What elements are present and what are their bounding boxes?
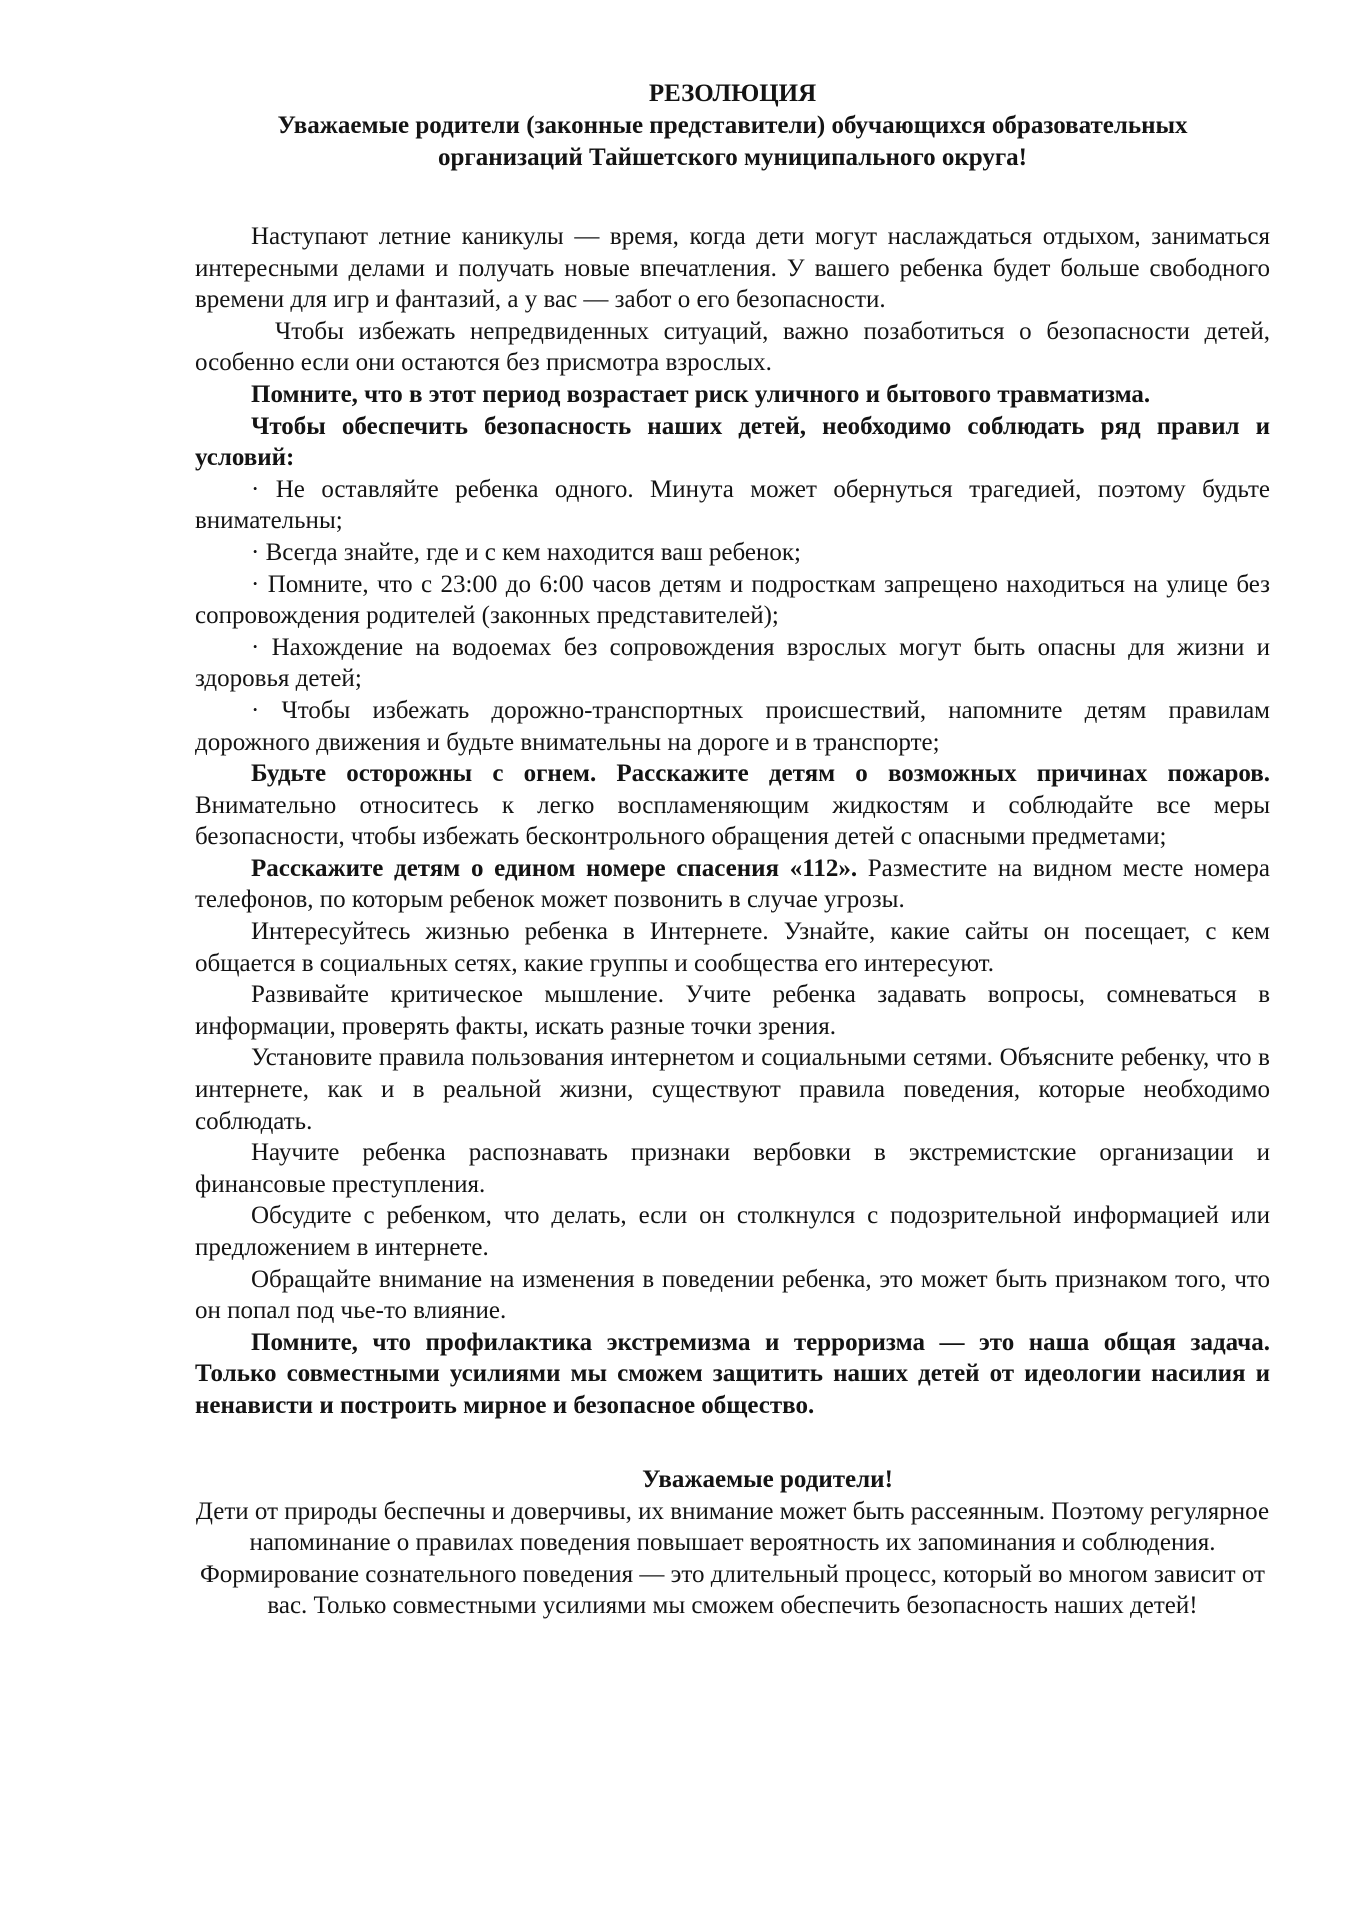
paragraph-behavior-change: Обращайте внимание на изменения в поведении ребенка, это может быть признаком того, что он попал под чье-то влияние. — [195, 1265, 1270, 1325]
document-subtitle-line1: Уважаемые родители (законные представители) обучающихся образовательных — [277, 112, 1188, 139]
closing-paragraph-2: Формирование сознательного поведения — это длительный процесс, который во многом зависит от вас. Только совместными усилиями мы сможем обеспечить безопасность наших детей! — [200, 1560, 1265, 1620]
list-item-not-alone: · Не оставляйте ребенка одного. Минута может обернуться трагедией, поэтому будьте внимательны; — [195, 475, 1270, 535]
closing-title: Уважаемые родители! — [642, 1465, 893, 1493]
paragraph-rescue-number — [195, 853, 1270, 916]
paragraph-critical-thinking: Развивайте критическое мышление. Учите ребенка задавать вопросы, сомневаться в информации, проверять факты, искать разные точки зрения. — [195, 981, 1270, 1040]
paragraph-avoid-situations: Чтобы избежать непредвиденных ситуаций, важно позаботиться о безопасности детей, особенно если они остаются без присмотра взрослых. — [195, 317, 1270, 377]
list-item-water: · Нахождение на водоемах без сопровождения взрослых могут быть опасны для жизни и здоровья детей; — [195, 633, 1270, 693]
paragraph-internet-rules: Установите правила пользования интернетом и социальными сетями. Объясните ребенку, что в интернете, как и в реальной жизни, существуют правила поведения, которые необходимо соблюдать. — [195, 1044, 1270, 1135]
document-subtitle-line2: организаций Тайшетского муниципального округа! — [437, 144, 1028, 171]
fire-bold-text: Будьте осторожны с огнем. Расскажите детям о возможных причинах пожаров. — [251, 760, 1270, 788]
paragraph-fire — [195, 758, 1270, 853]
rescue-bold-text: Расскажите детям о едином номере спасения «112». — [251, 854, 858, 882]
rescue-rest-text: Разместите на видном месте номера телефонов, по которым ребенок может позвонить в случае угрозы. — [195, 854, 1271, 914]
paragraph-suspicious-info: Обсудите с ребенком, что делать, если он столкнулся с подозрительной информацией или предложением в интернете. — [195, 1202, 1270, 1261]
paragraph-intro: Наступают летние каникулы — время, когда дети могут наслаждаться отдыхом, заниматься интересными делами и получать новые впечатления. У вашего ребенка будет больше свободного времени для игр и фантазий, а у вас — забот о его безопасности. — [195, 223, 1270, 314]
paragraph-extremism-prevention: Помните, что профилактика экстремизма и терроризма — это наша общая задача. Только совместными усилиями мы сможем защитить наших детей от идеологии насилия и ненависти и построить мирное и безопасное общество. — [195, 1328, 1270, 1419]
paragraph-internet-life: Интересуйтесь жизнью ребенка в Интернете. Узнайте, какие сайты он посещает, с кем общается в социальных сетях, какие группы и сообщества его интересуют. — [195, 918, 1270, 977]
closing-paragraph-1: Дети от природы беспечны и доверчивы, их внимание может быть рассеянным. Поэтому регулярное напоминание о правилах поведения повышает вероятность их запоминания и соблюдения. — [195, 1497, 1270, 1557]
paragraph-rules-intro: Чтобы обеспечить безопасность наших детей, необходимо соблюдать ряд правил и условий: — [195, 412, 1270, 472]
fire-rest-text: Внимательно относитесь к легко воспламеняющим жидкостям и соблюдайте все меры безопасности, чтобы избежать бесконтрольного обращения детей с опасными предметами; — [195, 791, 1270, 851]
document-body — [195, 221, 1270, 1422]
paragraph-recruitment: Научите ребенка распознавать признаки вербовки в экстремистские организации и финансовые преступления. — [195, 1139, 1270, 1198]
list-item-traffic: · Чтобы избежать дорожно-транспортных происшествий, напомните детям правилам дорожного движения и будьте внимательны на дороге и в транспорте; — [195, 696, 1270, 756]
list-item-know-where: · Всегда знайте, где и с кем находится ваш ребенок; — [251, 538, 801, 566]
document-title: РЕЗОЛЮЦИЯ — [648, 80, 817, 107]
paragraph-injury-risk: Помните, что в этот период возрастает риск уличного и бытового травматизма. — [251, 380, 1151, 408]
document-page — [195, 78, 1270, 1622]
closing-section — [195, 1464, 1270, 1622]
list-item-curfew: · Помните, что с 23:00 до 6:00 часов детям и подросткам запрещено находиться на улице без сопровождения родителей (законных представителей); — [195, 570, 1270, 630]
